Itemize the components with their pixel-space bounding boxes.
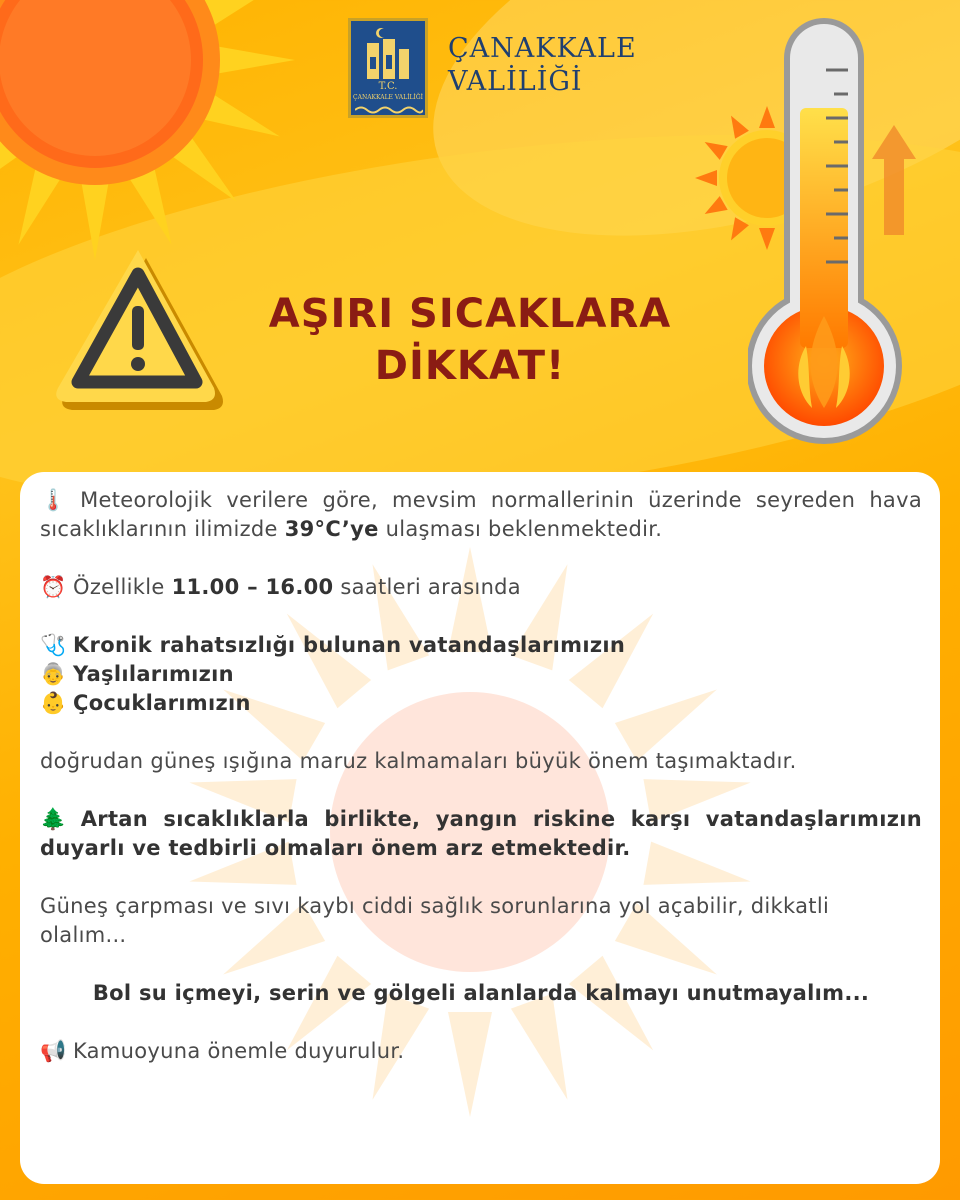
logo-title-line2: VALİLİĞİ xyxy=(448,66,583,97)
notice-text xyxy=(40,486,922,1066)
announcement-text: Kamuoyuna önemle duyurulur. xyxy=(72,1039,405,1063)
waves-icon xyxy=(355,105,423,115)
group-label-chronic: Kronik rahatsızlığı bulunan vatandaşlarımızın xyxy=(72,633,626,657)
forecast-temperature: 39°C’ye xyxy=(284,517,379,541)
thermometer-emoji-icon: 🌡️ xyxy=(40,488,67,512)
notice-paragraph-health: Güneş çarpması ve sıvı kaybı ciddi sağlık sorunlarına yol açabilir, dikkatli olalım... xyxy=(40,894,830,947)
warning-triangle-icon xyxy=(46,240,226,415)
page-title-line1: AŞIRI SICAKLARA xyxy=(268,291,672,337)
alarm-clock-icon: ⏰ xyxy=(40,575,67,599)
megaphone-icon: 📢 xyxy=(40,1039,67,1063)
canakkale-valiligi-logo xyxy=(348,18,648,120)
group-item xyxy=(40,689,922,718)
hours-text-before: Özellikle xyxy=(72,575,172,599)
notice-paragraph-forecast xyxy=(40,486,922,544)
logo-title xyxy=(448,32,637,98)
page-title xyxy=(210,288,730,392)
logo-badge xyxy=(348,18,428,118)
notice-card xyxy=(20,472,940,1184)
tree-icon: 🌲 xyxy=(40,807,67,831)
forecast-text-before: Meteorolojik verilere göre, mevsim normallerinin üzerinde seyreden hava sıcaklıklarının ilimizde xyxy=(40,488,922,541)
stethoscope-icon: 🩺 xyxy=(40,633,67,657)
logo-title-line1: ÇANAKKALE xyxy=(448,33,637,64)
group-item xyxy=(40,660,922,689)
notice-paragraph-sunlight: doğrudan güneş ışığına maruz kalmamaları büyük önem taşımaktadır. xyxy=(40,749,797,773)
page-title-line2: DİKKAT! xyxy=(374,343,566,389)
hours-range: 11.00 – 16.00 xyxy=(171,575,334,599)
baby-icon: 👶 xyxy=(40,691,67,715)
thermometer-icon xyxy=(748,16,908,448)
castle-icon xyxy=(359,27,417,81)
notice-paragraph-advice xyxy=(40,979,922,1008)
forecast-text-after: ulaşması beklenmektedir. xyxy=(378,517,663,541)
hours-text-after: saatleri arasında xyxy=(333,575,521,599)
logo-badge-city: ÇANAKKALE VALİLİĞİ xyxy=(353,94,423,101)
group-label-children: Çocuklarımızın xyxy=(72,691,251,715)
logo-badge-tc: T.C. xyxy=(378,81,398,92)
elderly-icon: 👵 xyxy=(40,662,67,686)
fire-risk-text: Artan sıcaklıklarla birlikte, yangın riskine karşı vatandaşlarımızın duyarlı ve tedbirli olmaları önem arz etmektedir. xyxy=(40,807,923,860)
group-label-elderly: Yaşlılarımızın xyxy=(72,662,234,686)
advice-text: Bol su içmeyi, serin ve gölgeli alanlarda kalmayı unutmayalım... xyxy=(92,981,870,1005)
notice-paragraph-hours xyxy=(40,573,922,602)
notice-paragraph-fire xyxy=(40,805,922,863)
group-item xyxy=(40,631,922,660)
sun-icon xyxy=(0,0,300,260)
notice-paragraph-announcement xyxy=(40,1037,922,1066)
